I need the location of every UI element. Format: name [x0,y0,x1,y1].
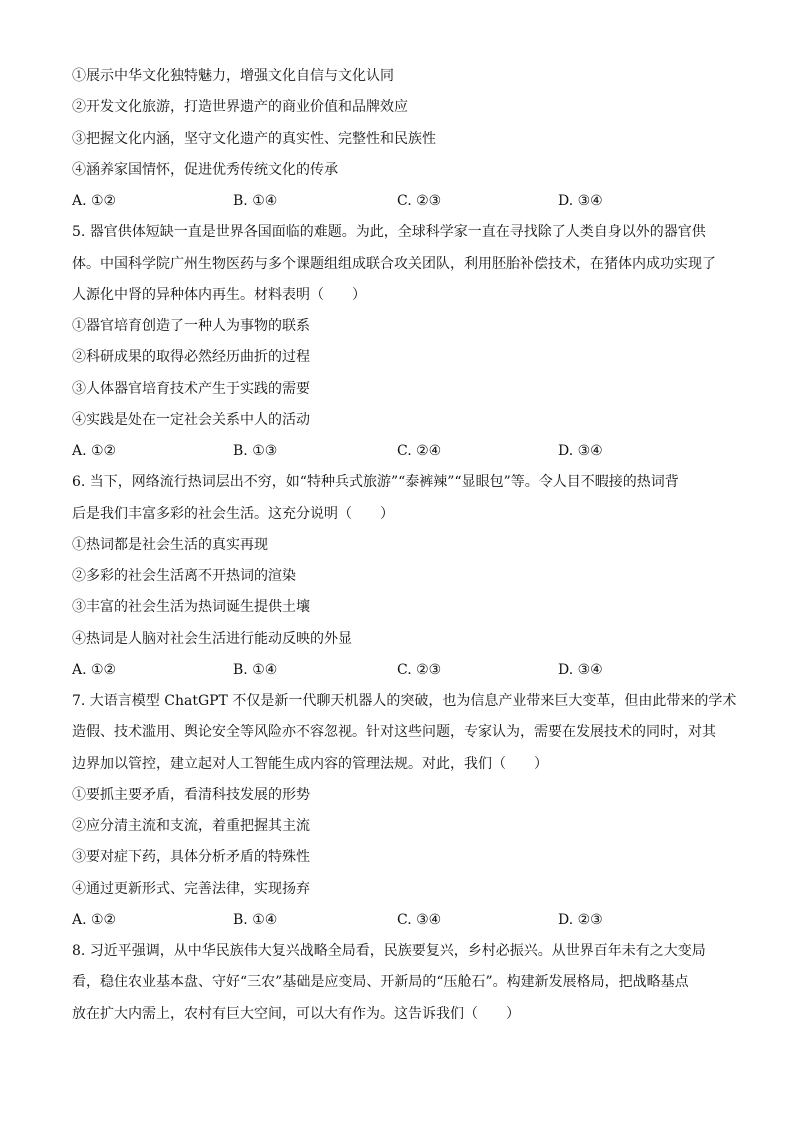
text-line: 造假、技术滥用、舆论安全等风险亦不容忽视。针对这些问题，专家认为，需要在发展技术的同时，对其 [72,724,716,740]
text-line: 6. 当下，网络流行热词层出不穷，如“特种兵式旅游”“泰裤辣”“显眼包”等。令人目不暇接的热词背 [72,474,679,490]
answer-options [72,191,732,211]
answer-option: B. ①④ [233,662,278,678]
text-line: 5. 器官供体短缺一直是世界各国面临的难题。为此，全球科学家一直在寻找除了人类自身以外的器官供 [72,224,706,240]
text-line: ③要对症下药，具体分析矛盾的特殊性 [72,849,310,865]
answer-option: B. ①④ [233,912,278,928]
answer-option: D. ③④ [558,662,603,678]
text-line: ④实践是处在一定社会关系中人的活动 [72,412,310,428]
answer-options [72,660,732,680]
text-line: ②应分清主流和支流，着重把握其主流 [72,818,310,834]
answer-options [72,441,732,461]
text-line: ③人体器官培育技术产生于实践的需要 [72,381,310,397]
answer-option: A. ①② [72,662,117,678]
answer-options [72,910,732,930]
text-line: ②多彩的社会生活离不开热词的渲染 [72,568,296,584]
answer-option: A. ①② [72,443,117,459]
answer-option: D. ②③ [558,912,603,928]
text-line: ①展示中华文化独特魅力，增强文化自信与文化认同 [72,68,394,84]
text-line: ④通过更新形式、完善法律，实现扬弃 [72,881,310,897]
text-line: ①要抓主要矛盾，看清科技发展的形势 [72,787,310,803]
text-line: 后是我们丰富多彩的社会生活。这充分说明（ ） [72,506,394,522]
answer-option: B. ①④ [233,193,278,209]
answer-option: C. ②③ [397,193,442,209]
text-line: ①热词都是社会生活的真实再现 [72,537,268,553]
answer-option: A. ①② [72,193,117,209]
text-line: 看，稳住农业基本盘、守好“三农”基础是应变局、开新局的“压舱石”。构建新发展格局，把战略基点 [72,974,689,990]
text-line: 边界加以管控，建立起对人工智能生成内容的管理法规。对此，我们（ ） [72,756,548,772]
answer-option: C. ②③ [397,662,442,678]
text-line: ③丰富的社会生活为热词诞生提供土壤 [72,599,310,615]
text-line: 放在扩大内需上，农村有巨大空间，可以大有作为。这告诉我们（ ） [72,1006,520,1022]
text-line: 7. 大语言模型 ChatGPT 不仅是新一代聊天机器人的突破，也为信息产业带来巨大变革，但由此带来的学术 [72,693,737,709]
text-line: ②科研成果的取得必然经历曲折的过程 [72,349,310,365]
text-line: 8. 习近平强调，从中华民族伟大复兴战略全局看，民族要复兴，乡村必振兴。从世界百年未有之大变局 [72,943,706,959]
text-line: ②开发文化旅游，打造世界遗产的商业价值和品牌效应 [72,99,408,115]
answer-option: A. ①② [72,912,117,928]
answer-option: C. ②④ [397,443,442,459]
answer-option: B. ①③ [233,443,278,459]
answer-option: D. ③④ [558,443,603,459]
text-line: 体。中国科学院广州生物医药与多个课题组组成联合攻关团队，利用胚胎补偿技术，在猪体内成功实现了 [72,256,716,272]
text-line: ④热词是人脑对社会生活进行能动反映的外显 [72,631,352,647]
text-line: 人源化中肾的异种体内再生。材料表明（ ） [72,287,366,303]
answer-option: C. ③④ [397,912,442,928]
text-line: ③把握文化内涵，坚守文化遗产的真实性、完整性和民族性 [72,131,436,147]
answer-option: D. ③④ [558,193,603,209]
text-line: ①器官培育创造了一种人为事物的联系 [72,318,310,334]
text-line: ④涵养家国情怀，促进优秀传统文化的传承 [72,162,338,178]
